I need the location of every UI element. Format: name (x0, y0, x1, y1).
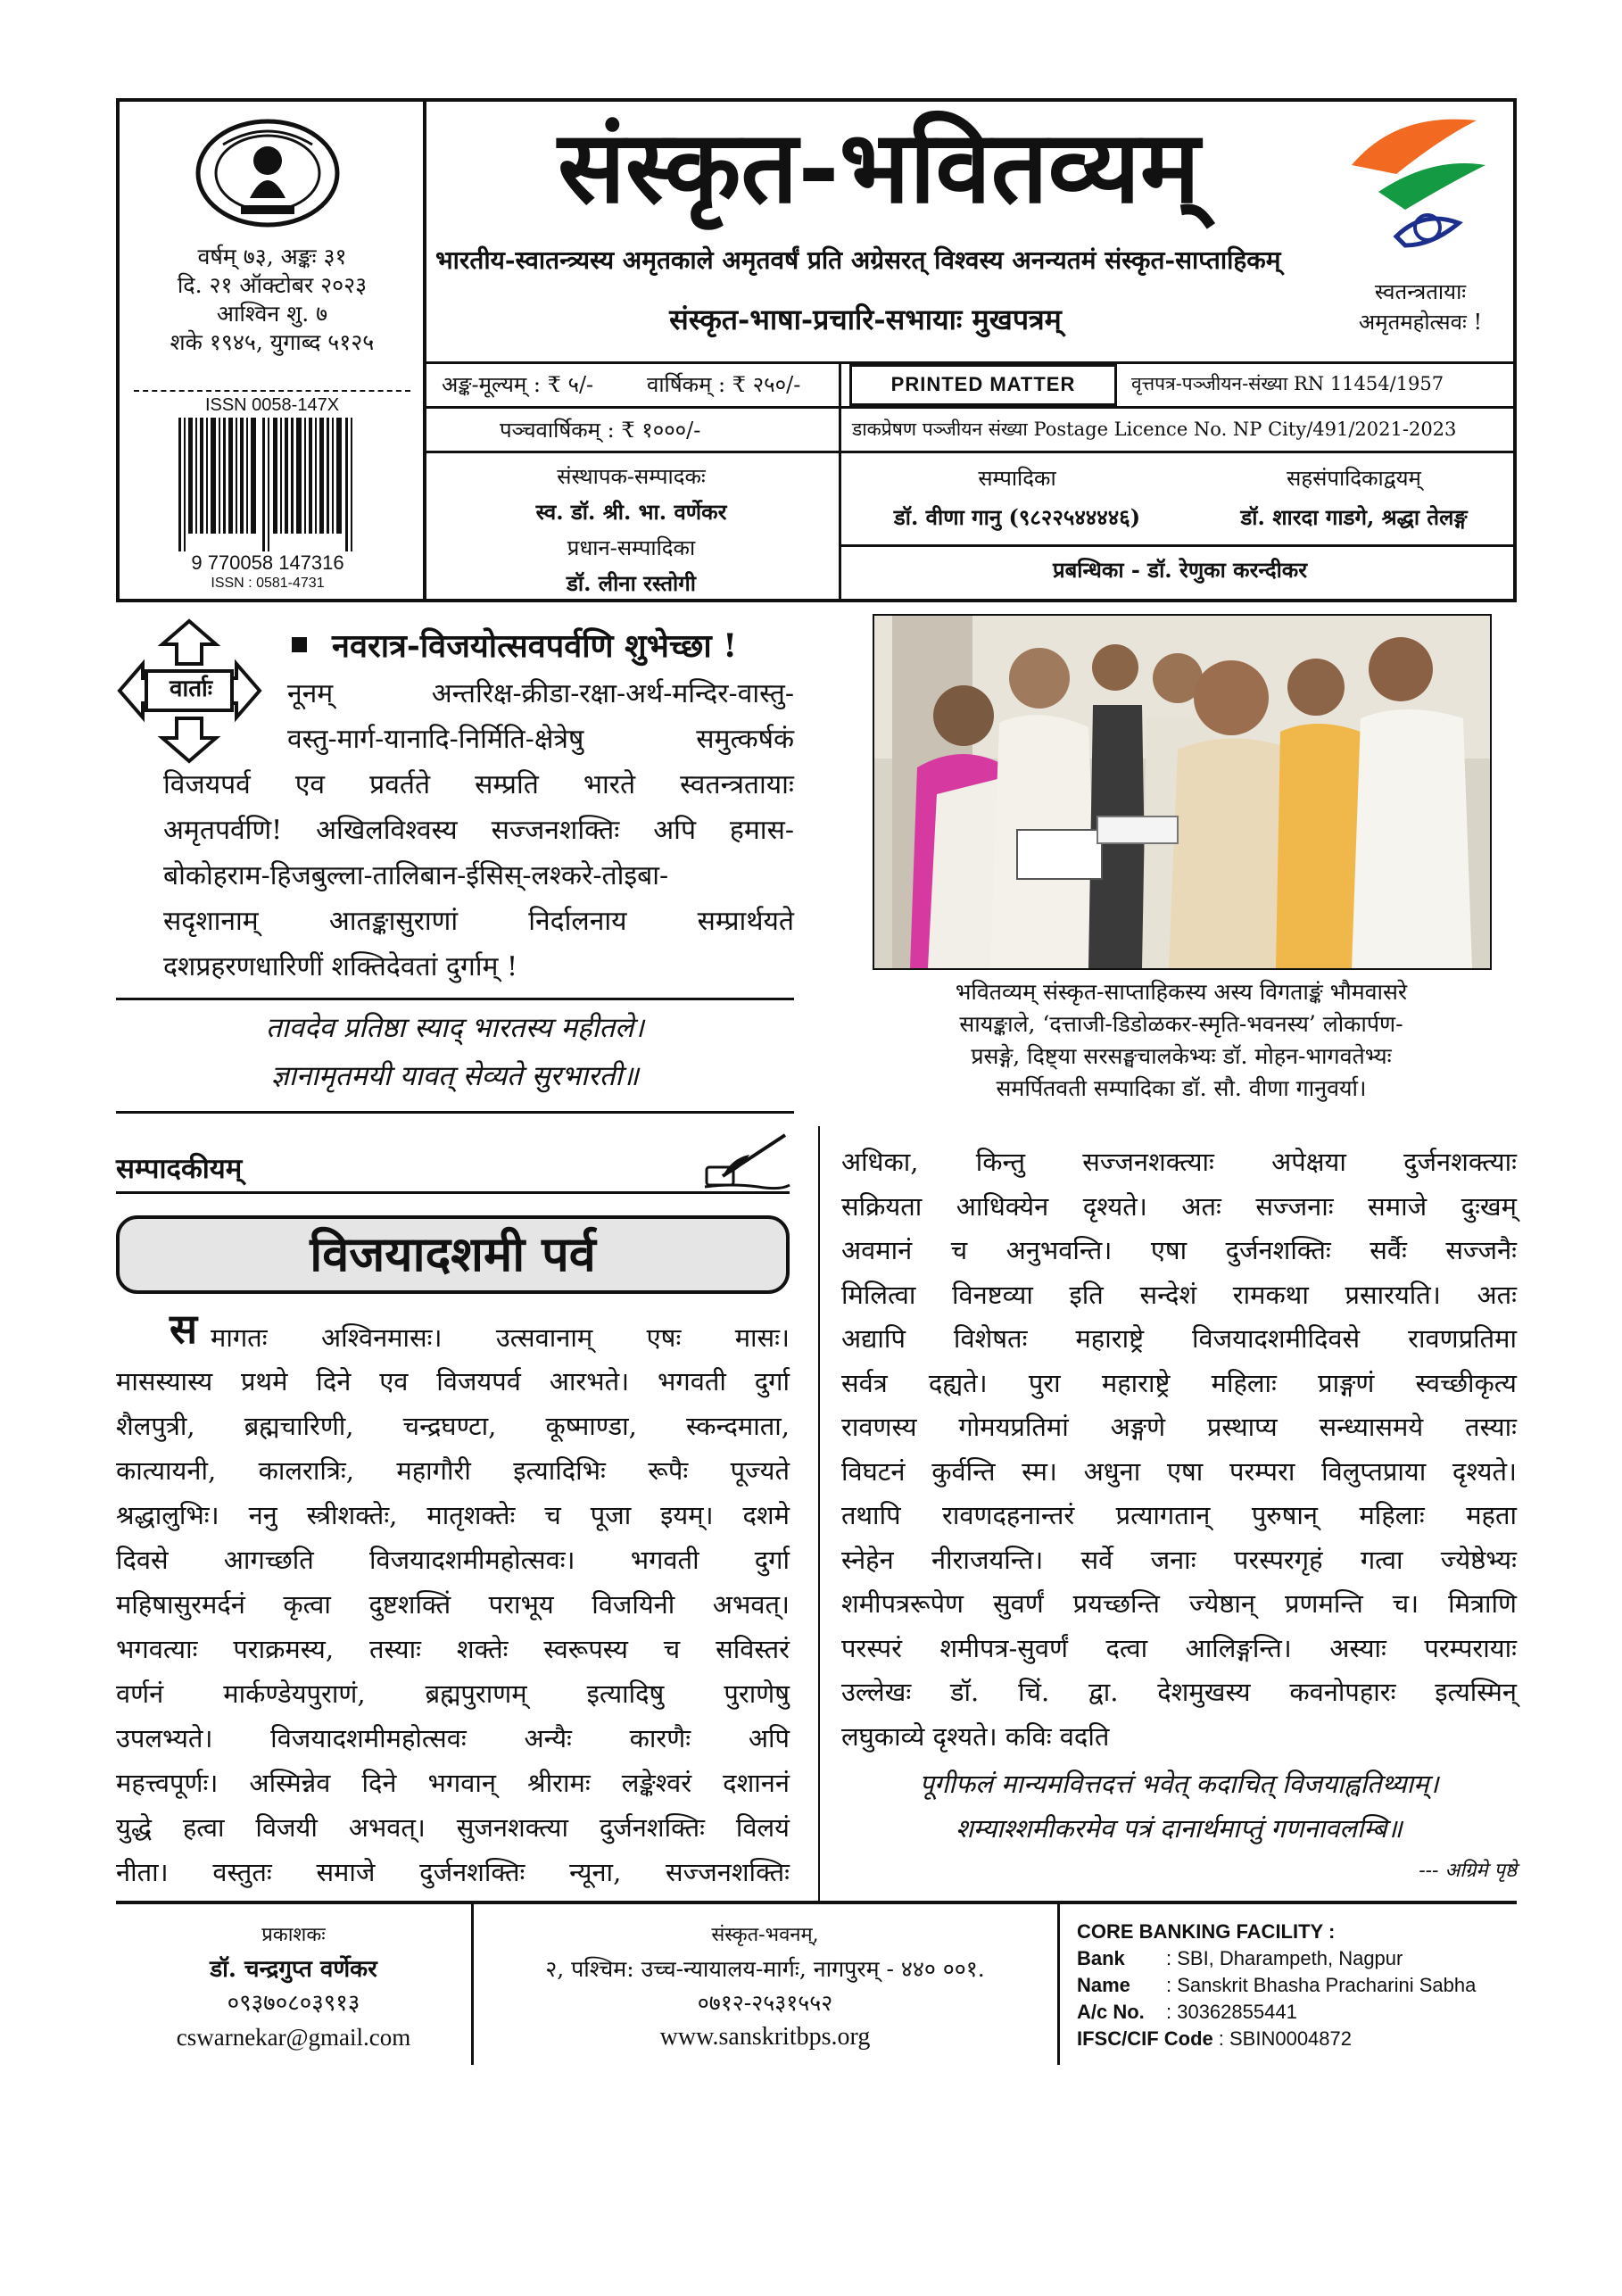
column-divider (818, 1126, 820, 1901)
right-line-10: स्नेहेन नीराजयन्ति। सर्वे जनाः परस्परगृहं गत्वा ज्येष्ठेभ्यः (841, 1544, 1517, 1575)
bank-row (1077, 2026, 1514, 2052)
right-line-8: विघटनं कुर्वन्ति स्म। अधुना एषा परम्परा विलुप्तप्राया दृश्यते। (841, 1455, 1517, 1487)
verse-line-2: शम्याश्शमीकरमेव पत्रं दानार्थमाप्तुं गणनावलम्बि॥ (956, 1813, 1403, 1844)
right-line-5: अद्यापि विशेषतः महाराष्ट्रे विजयादशमीदिवसे रावणप्रतिमा (841, 1323, 1517, 1354)
founder-label: संस्थापक-सम्पादकः (557, 464, 706, 489)
varta-heading: नवरात्र-विजयोत्सवपर्वणि शुभेच्छा ! (332, 627, 738, 665)
postage-licence: डाकप्रेषण पञ्जीयन संख्या Postage Licence No. NP City/491/2021-2023 (852, 419, 1457, 440)
bank-block (1077, 1919, 1514, 2052)
publisher-label: प्रकाशकः (261, 1924, 326, 1946)
issue-price: अङ्क-मूल्यम् : ₹ ५/- (442, 372, 594, 397)
mouthpiece: संस्कृत-भाषा-प्रचारि-सभायाः मुखपत्रम् (669, 303, 1062, 336)
right-line-1: अधिका, किन्तु सज्जनशक्त्याः अपेक्षया दुर्जनशक्त्याः (841, 1147, 1517, 1177)
left-line-11: युद्धे हत्वा विजयी अभवत्। सुजनशक्त्या दुर्जनशक्तिः विलयं (116, 1812, 790, 1843)
founder-block (428, 459, 834, 601)
caption-line-3: प्रसङ्गे, दिष्ट्या सरसङ्घचालकेभ्यः डॉ. मोहन-भागवतेभ्यः (971, 1043, 1392, 1069)
chief-editor-name: डॉ. लीना रस्तोगी (567, 570, 696, 596)
issue-date: दि. २१ ऑक्टोबर २०२३ (177, 272, 368, 298)
info-rule-4 (839, 544, 1517, 547)
right-line-4: मिलित्वा विनष्टव्या इति सन्देशं रामकथा प्रसारयति। अतः (841, 1279, 1517, 1310)
editorial-label: सम्पादकीयम् (116, 1153, 243, 1185)
right-line-14: लघुकाव्ये दृश्यते। कविः वदति (841, 1720, 1110, 1752)
info-rule-3 (423, 451, 1517, 453)
left-line-10: महत्त्वपूर्णः। अस्मिन्नेव दिने भगवान् श्रीरामः लङ्केश्वरं दशाननं (116, 1768, 790, 1798)
co-editor-block (1191, 459, 1517, 537)
left-line-9: उपलभ्यते। विजयादशमीमहोत्सवः अन्यैः कारणैः अपि (116, 1723, 790, 1753)
publisher-phone: ०९३७०८०३९१३ (227, 1990, 360, 2017)
footer-top-rule (116, 1901, 1517, 1904)
caption-line-2: सायङ्काले, ‘दत्ताजी-डिडोळकर-स्मृति-भवनस्य’ लोकार्पण- (959, 1011, 1403, 1037)
address-title: संस्कृत-भवनम्, (711, 1924, 819, 1946)
publisher-email[interactable]: cswarnekar@gmail.com (176, 2024, 411, 2051)
varta-line-5: बोकोहराम-हिजबुल्ला-तालिबान-ईसिस्-लश्करे-तोइबा- (163, 860, 669, 891)
bank-row-key: Name (1077, 1974, 1130, 1996)
info-vdiv-1 (839, 361, 841, 602)
continued-note: --- अग्रिमे पृष्ठे (1419, 1860, 1517, 1882)
five-year-price: पञ्चवार्षिकम् : ₹ १०००/- (500, 418, 701, 443)
editorial-right-column (841, 1140, 1517, 1759)
registration-number: वृत्तपत्र-पञ्जीयन-संख्या RN 11454/1957 (1131, 373, 1444, 394)
publisher-block (116, 1919, 471, 2054)
azadi-line2: अमृतमहोत्सवः ! (1358, 310, 1483, 335)
varta-line-1: नूनम् अन्तरिक्ष-क्रीडा-रक्षा-अर्थ-मन्दिर-वास्तु- (287, 678, 794, 709)
website-link[interactable]: www.sanskritbps.org (659, 2023, 871, 2051)
varta-line-7: दशप्रहरणधारिणीं शक्तिदेवतां दुर्गाम् ! (163, 951, 518, 982)
publisher-name: डॉ. चन्द्रगुप्त वर्णेकर (210, 1956, 377, 1983)
barcode (170, 418, 366, 556)
co-editor-label: सहसंपादिकाद्वयम् (1287, 466, 1421, 491)
right-line-9: तथापि रावणदहनान्तरं प्रत्यागतान् पुरुषान् महिलाः महता (841, 1500, 1517, 1530)
sabha-emblem (187, 109, 348, 234)
barcode-number: 9 770058 147316 (191, 551, 344, 574)
issue-details (125, 243, 419, 357)
issn-bottom: ISSN : 0581-4731 (211, 576, 325, 591)
issue-tithi: आश्विन शु. ७ (216, 301, 328, 327)
address-phone: ०७१२-२५३१५५२ (697, 1990, 833, 2016)
varta-line-2: वस्तु-मार्ग-यानादि-निर्मिति-क्षेत्रेषु समुत्कर्षकं (287, 724, 794, 755)
varta-logo-text: वार्ताः (170, 676, 212, 702)
bank-row-key: IFSC/CIF Code (1077, 2027, 1213, 2050)
editorial-dropcap: स (170, 1305, 198, 1353)
address-block (473, 1919, 1057, 2054)
event-photo (873, 614, 1492, 970)
editorial-title: विजयादशमी पर्व (310, 1225, 596, 1282)
left-panel-divider (423, 98, 426, 602)
bank-row (1077, 1972, 1514, 1999)
caption-line-4: समर्पितवती सम्पादिका डॉ. सौ. वीणा गानुवर्या। (996, 1075, 1367, 1101)
address-line: २, पश्चिम: उच्च-न्यायालय-मार्गः, नागपुरम् - ४४० ००१. (545, 1956, 985, 1982)
left-line-1: मासस्यास्य प्रथमे दिने एव विजयपर्व आरभते। भगवती दुर्गा (116, 1366, 790, 1397)
co-editor-names: डॉ. शारदा गाडगे, श्रद्धा तेलङ्ग (1240, 504, 1468, 530)
info-rule-2 (423, 406, 1517, 409)
bullet-square (292, 637, 307, 652)
annual-price: वार्षिकम् : ₹ २५०/- (647, 372, 801, 397)
bank-title: CORE BANKING FACILITY : (1077, 1920, 1336, 1943)
azadi-text (1331, 277, 1510, 337)
bank-row-key: Bank (1077, 1947, 1125, 1969)
manager: प्रबन्धिका - डॉ. रेणुका करन्दीकर (1052, 557, 1308, 583)
left-line-5: दिवसे आगच्छति विजयादशमीमहोत्सवः। भगवती दुर्गा (116, 1545, 790, 1575)
bank-row-value: : Sanskrit Bhasha Pracharini Sabha (1166, 1974, 1477, 1996)
bank-row-value: : 30362855441 (1166, 2001, 1297, 2023)
right-line-7: रावणस्य गोमयप्रतिमां अङ्गणे प्रस्थाप्य सन्ध्यासमये तस्याः (841, 1412, 1517, 1442)
photo-caption (848, 976, 1515, 1105)
varta-line-4: अमृतपर्वणि! अखिलविश्वस्य सज्जनशक्तिः अपि हमास- (163, 815, 794, 846)
issue-year: वर्षम् ७३, अङ्कः ३१ (197, 244, 347, 269)
bank-row (1077, 1945, 1514, 1972)
right-line-11: शमीपत्ररूपेण सुवर्णं प्रयच्छन्ति ज्येष्ठान् प्रणमन्ति च। मित्राणि (841, 1588, 1517, 1619)
editorial-first-line: मागतः अश्विनमासः। उत्सवानाम् एषः मासः। (211, 1322, 790, 1353)
left-line-3: कात्यायनी, कालरात्रिः, महागौरी इत्यादिभिः रूपैः पूज्यते (116, 1455, 790, 1486)
motto-rule-bottom (116, 1111, 794, 1114)
dashed-rule (134, 390, 410, 392)
amrit-mahotsav-logo (1343, 103, 1494, 263)
left-line-8: वर्णनं मार्कण्डेयपुराणं, ब्रह्मपुराणम् इत्यादिषु पुराणेषु (116, 1678, 790, 1709)
motto (116, 1004, 794, 1100)
issn-top: ISSN 0058-147X (204, 395, 340, 415)
motto-rule-top (116, 998, 794, 1000)
newspaper-title: संस्कृत-भवितव्यम् (558, 109, 1200, 226)
bank-row-value: : SBIN0004872 (1218, 2027, 1353, 2050)
left-line-4: श्रद्धालुभिः। ननु स्त्रीशक्तेः, मातृशक्तेः च पूजा इयम्। दशमे (116, 1500, 790, 1530)
right-line-6: सर्वत्र दह्यते। पुरा महाराष्ट्रे महिलाः प्राङ्गणं स्वच्छीकृत्य (841, 1367, 1517, 1398)
quill-pen-icon (696, 1131, 794, 1194)
left-line-12: नीता। वस्तुतः समाजे दुर्जनशक्तिः न्यूना, सज्जनशक्तिः (116, 1857, 790, 1887)
right-line-13: उल्लेखः डॉ. चिं. द्वा. देशमुखस्य कवनोपहारः इत्यस्मिन् (841, 1677, 1517, 1707)
editorial-rule (116, 1191, 790, 1194)
editor-label: सम्पादिका (978, 466, 1056, 491)
bank-row-key: A/c No. (1077, 2001, 1145, 2023)
printed-matter: PRINTED MATTER (890, 373, 1076, 395)
chief-editor-label: प्रधान-सम्पादिका (567, 535, 696, 560)
bank-row-value: : SBI, Dharampeth, Nagpur (1166, 1947, 1403, 1969)
motto-line-1: तावदेव प्रतिष्ठा स्याद् भारतस्य महीतले। (266, 1012, 644, 1044)
verse-line-1: पूगीफलं मान्यमवित्तदत्तं भवेत् कदाचित् विजयाह्वतिथ्याम्। (919, 1769, 1439, 1799)
editorial-left-column (116, 1359, 790, 1894)
editor-name: डॉ. वीणा गानु (९८२२५४४४४६) (893, 504, 1141, 530)
left-line-6: महिषासुरमर्दनं कृत्वा दुष्टशक्तिं पराभूय विजयिनी अभवत्। (116, 1589, 790, 1620)
left-line-7: भगवत्याः पराक्रमस्य, तस्याः शक्तेः स्वरूपस्य च सविस्तरं (116, 1634, 790, 1664)
motto-line-2: ज्ञानामृतमयी यावत् सेव्यते सुरभारती॥ (271, 1060, 639, 1092)
issue-shaka: शके १९४५, युगाब्द ५१२५ (170, 329, 375, 355)
varta-line-6: सदृशानाम् आतङ्कासुराणां निर्दालनाय सम्प्रार्थयते (163, 906, 794, 937)
left-line-2: शैलपुत्री, ब्रह्मचारिणी, चन्द्रघण्टा, कूष्माण्डा, स्कन्दमाता, (116, 1411, 790, 1441)
right-line-12: परस्परं शमीपत्र-सुवर्णं दत्वा आलिङ्गन्ति। अस्याः परम्परायाः (841, 1632, 1517, 1663)
tagline: भारतीय-स्वातन्त्र्यस्य अमृतकाले अमृतवर्षं प्रति अग्रेसरत् विश्वस्य अनन्यतमं संस्कृत-साप्ताहिकम् (435, 245, 1281, 275)
caption-line-1: भवितव्यम् संस्कृत-साप्ताहिकस्य अस्य विगताङ्कं भौमवासरे (955, 979, 1408, 1005)
varta-line-3: विजयपर्व एव प्रवर्तते सम्प्रति भारते स्वतन्त्रतायाः (163, 769, 794, 800)
editor-block (848, 459, 1187, 537)
bank-row (1077, 1999, 1514, 2026)
footer-divider-2 (1057, 1904, 1060, 2065)
verse (841, 1761, 1517, 1851)
founder-name: स्व. डॉ. श्री. भा. वर्णेकर (535, 499, 727, 525)
right-line-3: अवमानं च अनुभवन्ति। एषा दुर्जनशक्तिः सर्वैः सज्जनैः (841, 1235, 1517, 1265)
azadi-line1: स्वतन्त्रतायाः (1374, 279, 1467, 304)
right-line-2: सक्रियता आधिक्येन दृश्यते। अतः सज्जनाः समाजे दुःखम् (841, 1190, 1517, 1222)
